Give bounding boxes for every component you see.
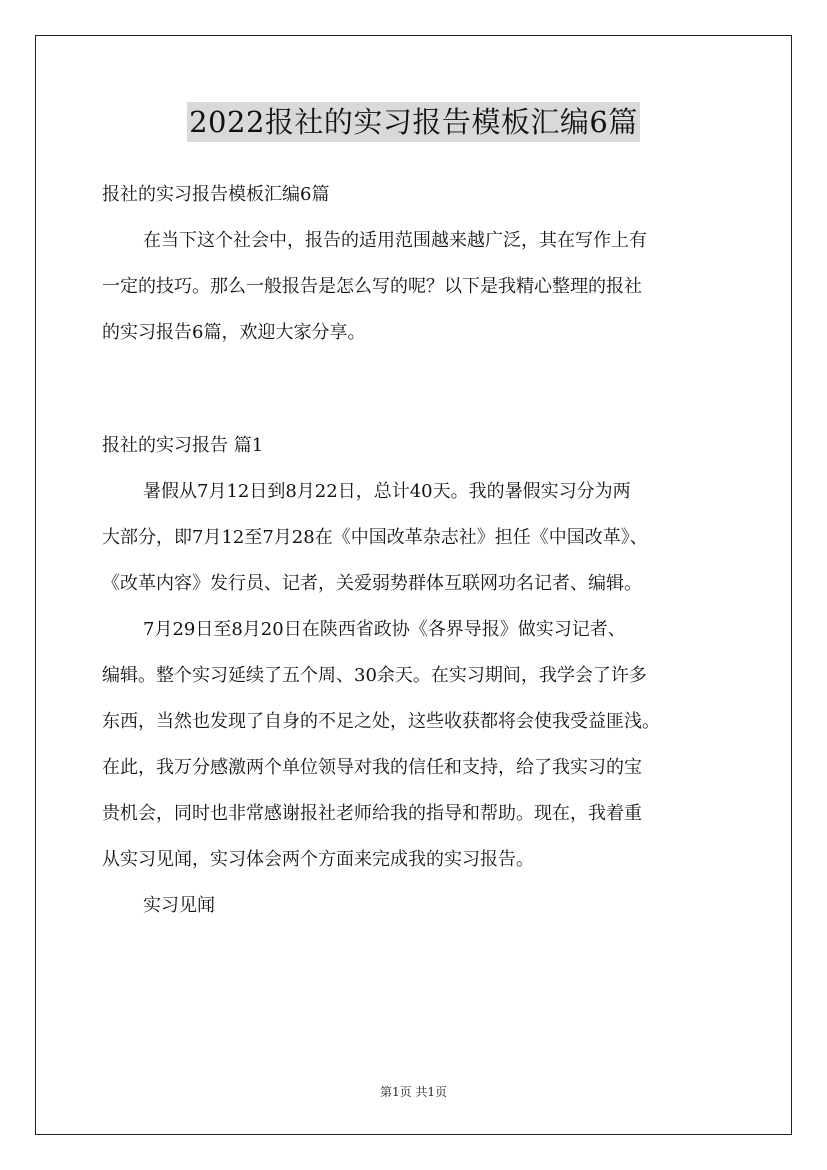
paragraph-gap: [102, 356, 742, 423]
intro-line: 一定的技巧。那么一般报告是怎么写的呢？以下是我精心整理的报社: [102, 276, 642, 297]
page-number-footer: 第1页 共1页: [379, 1085, 448, 1099]
subtitle: 报社的实习报告模板汇编6篇: [102, 184, 330, 205]
body-line: 编辑。整个实习延续了五个周、30余天。在实习期间，我学会了许多: [102, 665, 647, 686]
intro-line: 的实习报告6篇，欢迎大家分享。: [102, 322, 366, 343]
title-container: [0, 102, 827, 142]
body-line: 东西，当然也发现了自身的不足之处，这些收获都将会使我受益匪浅。: [102, 711, 660, 732]
body-line: 从实习见闻，实习体会两个方面来完成我的实习报告。: [102, 849, 534, 870]
subsection-heading: 实习见闻: [143, 895, 215, 916]
body-line: 贵机会，同时也非常感谢报社老师给我的指导和帮助。现在，我着重: [102, 803, 642, 824]
body-line: 暑假从7月12日到8月22日，总计40天。我的暑假实习分为两: [143, 481, 631, 502]
section-heading: 报社的实习报告 篇1: [102, 435, 264, 456]
body-line: 7月29日至8月20日在陕西省政协《各界导报》做实习记者、: [143, 619, 626, 640]
intro-line: 在当下这个社会中，报告的适用范围越来越广泛，其在写作上有: [143, 230, 647, 251]
body-line: 大部分，即7月12至7月28在《中国改革杂志社》担任《中国改革》、: [102, 527, 648, 548]
document-title: 2022报社的实习报告模板汇编6篇: [187, 102, 640, 142]
body-line: 在此，我万分感激两个单位领导对我的信任和支持，给了我实习的宝: [102, 757, 642, 778]
document-body: [102, 172, 742, 929]
body-line: 《改革内容》发行员、记者，关爱弱势群体互联网功名记者、编辑。: [102, 573, 642, 594]
